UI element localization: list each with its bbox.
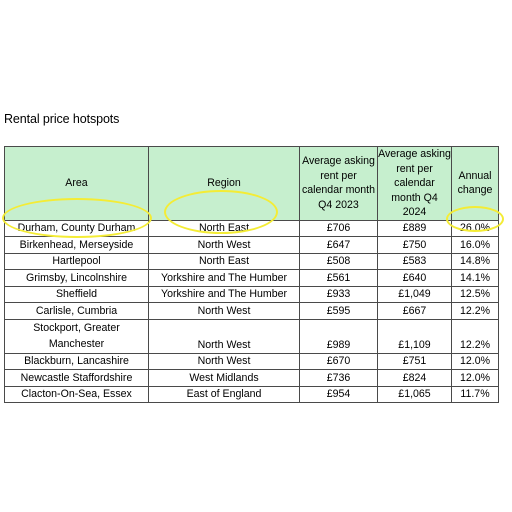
cell-rent-2024: £1,049 bbox=[378, 286, 452, 303]
cell-region: West Midlands bbox=[149, 370, 300, 387]
cell-region: North West bbox=[149, 353, 300, 370]
cell-area: Carlisle, Cumbria bbox=[5, 303, 149, 320]
cell-rent-2023: £508 bbox=[300, 253, 378, 270]
cell-change: 11.7% bbox=[452, 386, 499, 403]
cell-area: Hartlepool bbox=[5, 253, 149, 270]
table-row bbox=[5, 220, 499, 237]
table-row bbox=[5, 319, 499, 353]
cell-rent-2023: £595 bbox=[300, 303, 378, 320]
cell-region: North East bbox=[149, 220, 300, 237]
table-row bbox=[5, 353, 499, 370]
cell-rent-2024: £824 bbox=[378, 370, 452, 387]
cell-rent-2023: £561 bbox=[300, 270, 378, 287]
header-annual-change: Annual change bbox=[452, 147, 499, 221]
cell-region: North East bbox=[149, 253, 300, 270]
table-title: Rental price hotspots bbox=[4, 112, 120, 126]
header-rent-2023: Average asking rent per calendar month Q4 2023 bbox=[300, 147, 378, 221]
cell-rent-2023: £954 bbox=[300, 386, 378, 403]
cell-change: 12.2% bbox=[452, 303, 499, 320]
table-row bbox=[5, 286, 499, 303]
cell-rent-2023: £647 bbox=[300, 237, 378, 254]
cell-rent-2023: £933 bbox=[300, 286, 378, 303]
cell-rent-2023: £989 bbox=[300, 319, 378, 353]
rental-table bbox=[4, 146, 499, 403]
cell-area: Newcastle Staffordshire bbox=[5, 370, 149, 387]
cell-change: 26.0% bbox=[452, 220, 499, 237]
cell-area: Durham, County Durham bbox=[5, 220, 149, 237]
cell-rent-2024: £640 bbox=[378, 270, 452, 287]
table-row bbox=[5, 270, 499, 287]
cell-region: North West bbox=[149, 319, 300, 353]
header-area: Area bbox=[5, 147, 149, 221]
table-row bbox=[5, 253, 499, 270]
cell-area: Sheffield bbox=[5, 286, 149, 303]
cell-rent-2024: £1,109 bbox=[378, 319, 452, 353]
cell-change: 12.0% bbox=[452, 353, 499, 370]
cell-change: 12.0% bbox=[452, 370, 499, 387]
cell-rent-2024: £751 bbox=[378, 353, 452, 370]
cell-rent-2024: £667 bbox=[378, 303, 452, 320]
table-row bbox=[5, 303, 499, 320]
header-rent-2024: Average asking rent per calendar month Q4 2024 bbox=[378, 148, 451, 218]
cell-change: 12.5% bbox=[452, 286, 499, 303]
cell-rent-2023: £670 bbox=[300, 353, 378, 370]
cell-change: 12.2% bbox=[452, 319, 499, 353]
cell-rent-2024: £889 bbox=[378, 220, 452, 237]
cell-area: Birkenhead, Merseyside bbox=[5, 237, 149, 254]
table-row bbox=[5, 237, 499, 254]
cell-rent-2024: £583 bbox=[378, 253, 452, 270]
cell-area: Clacton-On-Sea, Essex bbox=[5, 386, 149, 403]
cell-area: Stockport, Greater Manchester bbox=[5, 319, 149, 353]
header-region: Region bbox=[149, 147, 300, 221]
cell-change: 14.8% bbox=[452, 253, 499, 270]
cell-region: East of England bbox=[149, 386, 300, 403]
table-row bbox=[5, 386, 499, 403]
cell-rent-2024: £1,065 bbox=[378, 386, 452, 403]
table-row bbox=[5, 370, 499, 387]
cell-rent-2023: £736 bbox=[300, 370, 378, 387]
cell-change: 14.1% bbox=[452, 270, 499, 287]
cell-rent-2024: £750 bbox=[378, 237, 452, 254]
header-row bbox=[5, 147, 499, 221]
cell-area: Grimsby, Lincolnshire bbox=[5, 270, 149, 287]
cell-region: North West bbox=[149, 237, 300, 254]
cell-rent-2023: £706 bbox=[300, 220, 378, 237]
cell-region: North West bbox=[149, 303, 300, 320]
cell-region: Yorkshire and The Humber bbox=[149, 286, 300, 303]
cell-change: 16.0% bbox=[452, 237, 499, 254]
cell-region: Yorkshire and The Humber bbox=[149, 270, 300, 287]
cell-area: Blackburn, Lancashire bbox=[5, 353, 149, 370]
